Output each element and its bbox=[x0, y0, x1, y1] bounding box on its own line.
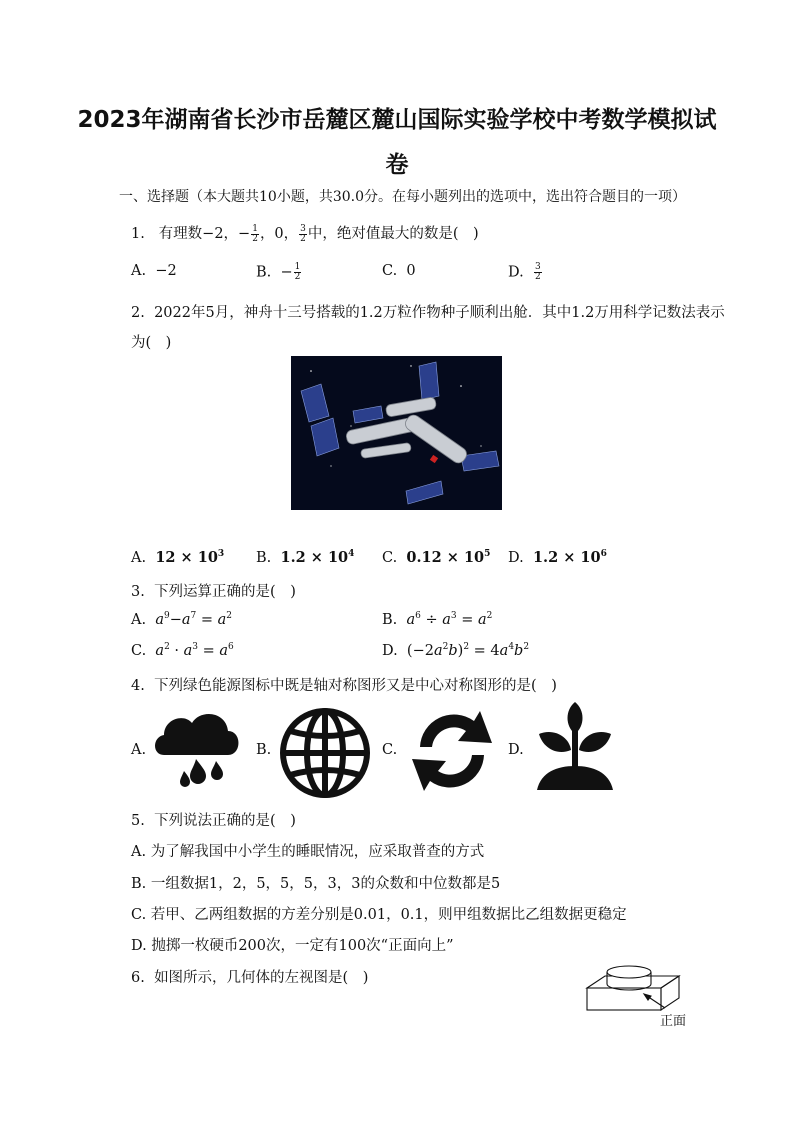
q1-stem bbox=[131, 222, 479, 244]
q2-option-b[interactable]: B. $1.2 \times 10^4$ bbox=[256, 549, 355, 566]
q3-option-b[interactable]: B. $a^6 \div a^3 = a^2$ bbox=[382, 611, 493, 628]
q5-option-d[interactable]: D. 抛掷一枚硬币200次，一定有100次“正面向上” bbox=[131, 938, 454, 954]
q2-stem-line1: 2. 2022年5月，神舟十三号搭载的1.2万粒作物种子顺利出舱．其中1.2万用科学记数法表示 bbox=[131, 305, 725, 321]
q1-number: 1. bbox=[131, 226, 145, 242]
q1-sep: ，0， bbox=[259, 226, 299, 242]
q6-front-label: 正面 bbox=[660, 1014, 687, 1029]
q3-option-a[interactable]: A. $a^9-a^7 = a^2$ bbox=[131, 611, 233, 628]
q2-option-d[interactable]: D. $1.2 \times 10^6$ bbox=[508, 549, 607, 566]
q4-option-a-label[interactable]: A. bbox=[131, 742, 147, 758]
q1-fraction-2: $\frac{3}{2}$ bbox=[300, 223, 306, 244]
space-station-image bbox=[291, 356, 502, 510]
q3-option-d[interactable]: D. $(-2a^2b)^2 = 4a^4b^2$ bbox=[382, 642, 530, 659]
exam-title-line1: 2023年湖南省长沙市岳麓区麓山国际实验学校中考数学模拟试 bbox=[77, 107, 717, 133]
q1-fraction-1: $\frac{1}{2}$ bbox=[252, 223, 258, 244]
q1-neg: − bbox=[238, 226, 251, 242]
q1-option-c[interactable]: C. 0 bbox=[382, 263, 416, 279]
q1-option-d[interactable]: D. $\frac{3}{2}$ bbox=[508, 262, 541, 282]
q1-stem-b: 中，绝对值最大的数是( ) bbox=[307, 226, 479, 242]
q4-stem: 4. 下列绿色能源图标中既是轴对称图形又是中心对称图形的是( ) bbox=[131, 678, 557, 694]
q2-stem-line2: 为( ) bbox=[131, 335, 172, 351]
q1-option-a[interactable]: A. −2 bbox=[131, 263, 177, 279]
q1-stem-a: 有理数−2， bbox=[158, 226, 239, 242]
section-heading: 一、选择题（本大题共10小题，共30.0分。在每小题列出的选项中，选出符合题目的一项） bbox=[119, 189, 686, 205]
sprout-icon bbox=[533, 700, 617, 792]
q5-option-b[interactable]: B. 一组数据1，2，5，5，5，3，3的众数和中位数都是5 bbox=[131, 876, 501, 892]
q3-stem: 3. 下列运算正确的是( ) bbox=[131, 584, 296, 600]
q6-stem: 6. 如图所示，几何体的左视图是( ) bbox=[131, 970, 369, 986]
q5-option-c[interactable]: C. 若甲、乙两组数据的方差分别是0.01，0.1，则甲组数据比乙组数据更稳定 bbox=[131, 907, 627, 923]
q5-option-a[interactable]: A. 为了解我国中小学生的睡眠情况，应采取普查的方式 bbox=[131, 844, 485, 860]
cloud-rain-icon bbox=[150, 705, 244, 787]
q2-option-c[interactable]: C. $0.12 \times 10^5$ bbox=[382, 549, 491, 566]
q1-option-b[interactable]: B. − $\frac{1}{2}$ bbox=[256, 262, 301, 282]
q3-option-c[interactable]: C. $a^2 \cdot a^3 = a^6$ bbox=[131, 642, 234, 659]
globe-icon bbox=[278, 706, 372, 800]
q4-option-d-label[interactable]: D. bbox=[508, 742, 524, 758]
recycle-arrows-icon bbox=[402, 703, 502, 799]
q4-option-c-label[interactable]: C. bbox=[382, 742, 398, 758]
q5-stem: 5. 下列说法正确的是( ) bbox=[131, 813, 296, 829]
q2-option-a[interactable]: A. $12 \times 10^3$ bbox=[131, 549, 225, 566]
exam-title-line2: 卷 bbox=[385, 152, 409, 178]
q4-option-b-label[interactable]: B. bbox=[256, 742, 272, 758]
